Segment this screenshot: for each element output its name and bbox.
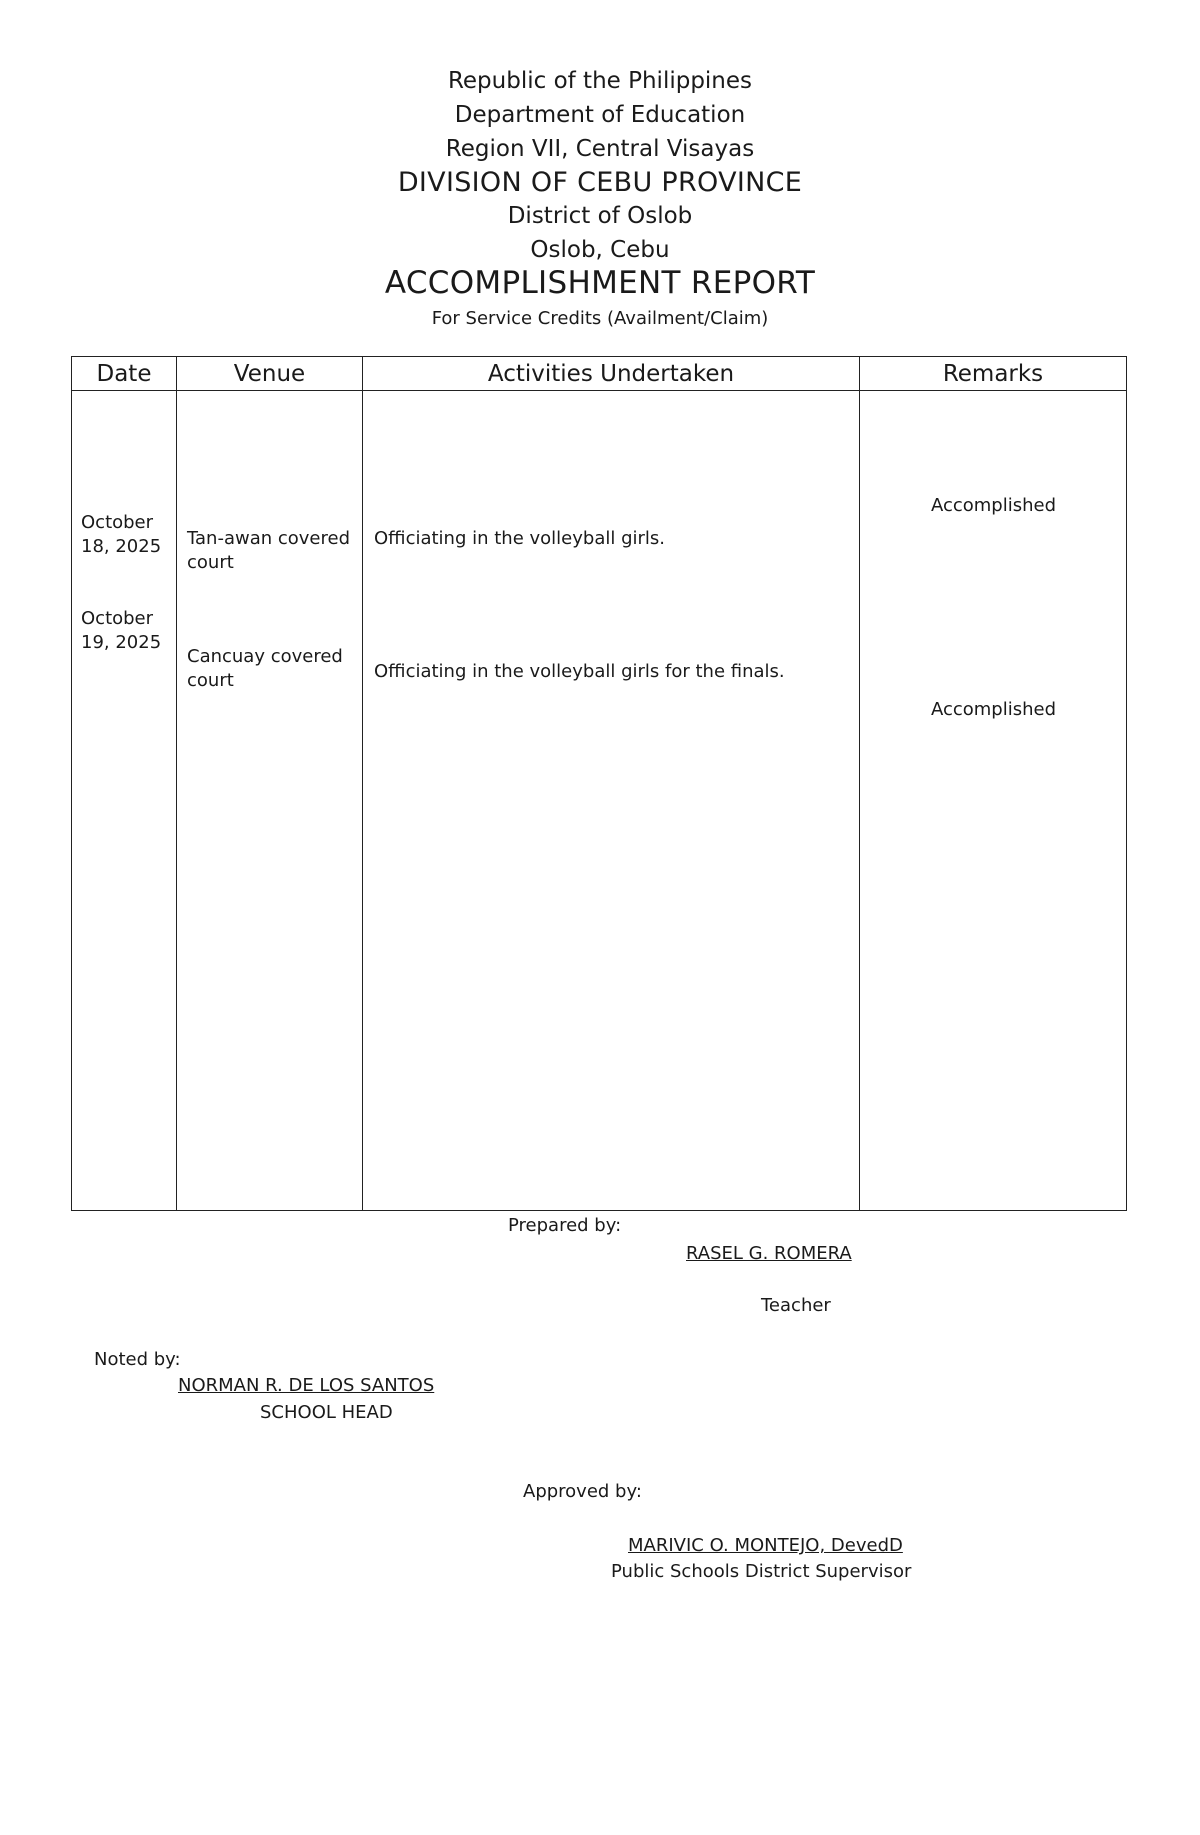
remarks-cell xyxy=(860,391,1127,1211)
approved-by-title: Public Schools District Supervisor xyxy=(611,1561,912,1582)
date-line: October xyxy=(81,512,154,533)
report-title: ACCOMPLISHMENT REPORT xyxy=(384,265,816,301)
noted-by-title: SCHOOL HEAD xyxy=(260,1402,393,1423)
prepared-by-name: RASEL G. ROMERA xyxy=(686,1243,852,1264)
venue-line: Cancuay covered xyxy=(187,646,343,667)
accomplishment-table xyxy=(71,356,1127,1211)
header-region: Region VII, Central Visayas xyxy=(445,136,755,162)
table-row-2-venue xyxy=(187,645,343,693)
column-header-activities: Activities Undertaken xyxy=(363,357,860,391)
date-line: 18, 2025 xyxy=(81,536,162,557)
table-row-1-remarks: Accomplished xyxy=(930,495,1057,516)
activities-cell xyxy=(363,391,860,1211)
venue-cell xyxy=(177,391,363,1211)
table-row-2-remarks: Accomplished xyxy=(930,699,1057,720)
approved-by-name: MARIVIC O. MONTEJO, DevedD xyxy=(628,1535,903,1556)
date-cell xyxy=(72,391,177,1211)
date-line: 19, 2025 xyxy=(81,632,162,653)
table-body-row xyxy=(72,391,1127,1211)
header-location: Oslob, Cebu xyxy=(530,237,670,263)
header-department: Department of Education xyxy=(454,102,746,128)
column-header-venue: Venue xyxy=(177,357,363,391)
report-subtitle: For Service Credits (Availment/Claim) xyxy=(431,308,769,329)
table-header-row xyxy=(72,357,1127,391)
table-row-1-date xyxy=(81,511,161,559)
table-row-2-date xyxy=(81,607,161,655)
venue-line: Tan-awan covered xyxy=(187,528,351,549)
table-row-1-activity: Officiating in the volleyball girls. xyxy=(374,528,666,549)
approved-by-label: Approved by: xyxy=(523,1481,642,1502)
table-row-1-venue xyxy=(187,527,350,575)
column-header-remarks: Remarks xyxy=(860,357,1127,391)
prepared-by-label: Prepared by: xyxy=(508,1215,622,1236)
noted-by-label: Noted by: xyxy=(94,1349,181,1370)
header-division: DIVISION OF CEBU PROVINCE xyxy=(397,167,803,198)
venue-line: court xyxy=(187,670,234,691)
header-district: District of Oslob xyxy=(507,203,693,229)
table-row-2-activity: Officiating in the volleyball girls for the finals. xyxy=(374,661,785,682)
header-republic: Republic of the Philippines xyxy=(447,68,753,94)
venue-line: court xyxy=(187,552,234,573)
noted-by-name: NORMAN R. DE LOS SANTOS xyxy=(178,1375,435,1396)
date-line: October xyxy=(81,608,154,629)
column-header-date: Date xyxy=(72,357,177,391)
prepared-by-title: Teacher xyxy=(761,1295,831,1316)
